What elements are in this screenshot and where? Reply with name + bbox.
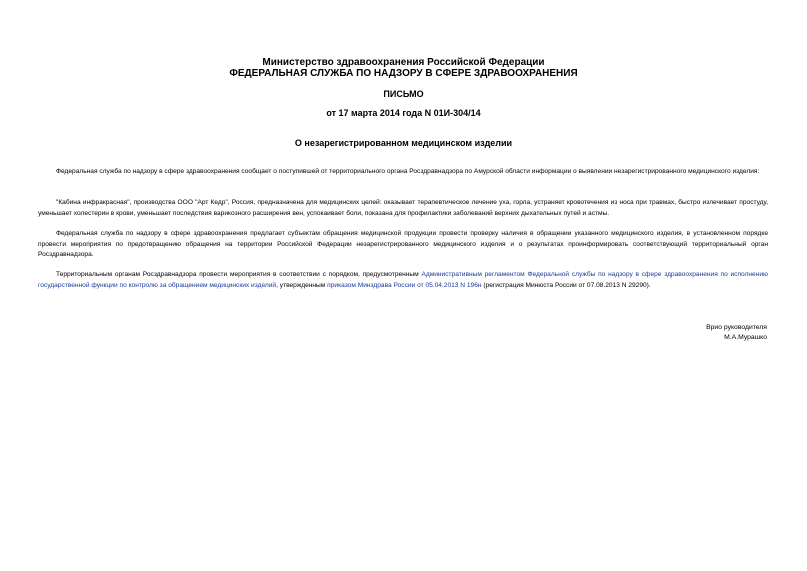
paragraph-1: Федеральная служба по надзору в сфере здравоохранения сообщает о поступившей от территориального органа Росздравнадзора по Амурской области информации о выявлении незарегистрированного медицинского изделия: bbox=[56, 168, 760, 175]
document-date-number: от 17 марта 2014 года N 01И-304/14 bbox=[326, 108, 481, 118]
document-subject: О незарегистрированном медицинском изделии bbox=[294, 138, 513, 148]
ministry-name: Министерство здравоохранения Российской Федерации bbox=[262, 57, 545, 68]
paragraph-3: Федеральная служба по надзору в сфере здравоохранения предлагает субъектам обращения медицинской продукции провести проверку наличия в обращении указанного медицинского изделия, в установленном порядке провести мероприятия по предотвращению обращения на территории Российской Федерации незарегистрированного медицинского изделия и о результатах проинформировать соответствующий территориальный орган Росздравнадзора. bbox=[38, 230, 768, 258]
signature-title: Врио руководителя bbox=[706, 324, 767, 331]
signature-name: М.А.Мурашко bbox=[724, 334, 767, 341]
paragraph-4-start: Территориальным органам Росздравнадзора провести мероприятия в соответствии с порядком, предусмотренным bbox=[56, 271, 422, 278]
document-type: ПИСЬМО bbox=[383, 89, 424, 99]
service-name: ФЕДЕРАЛЬНАЯ СЛУЖБА ПО НАДЗОРУ В СФЕРЕ ЗДРАВООХРАНЕНИЯ bbox=[229, 68, 578, 79]
paragraph-4-end: (регистрация Минюста России от 07.08.2013 N 29290). bbox=[481, 281, 651, 289]
paragraph-4 bbox=[38, 270, 768, 291]
order-link[interactable]: приказом Минздрава России от 05.04.2013 N 196н bbox=[327, 281, 482, 289]
paragraph-4-mid: , утвержденным bbox=[276, 281, 328, 289]
paragraph-2: "Кабина инфракрасная", производства ООО "Арт Кедр", Россия, предназначена для медицинских целей: оказывает терапевтическое лечение уха, горла, устраняет кровотечения из носа при травмах, быстро излечивает простуду, уменьшает холестерин в крови, уменьшает последствия варикозного расширения вен, успокаивает боли, показана для профилактики заболеваний верхних дыхательных путей и астмы. bbox=[38, 199, 768, 217]
regulation-link[interactable]: Административным регламентом Федеральной службы по надзору в сфере здравоохранения по исполнению государственной функции по контролю за обращением медицинских изделий bbox=[38, 271, 768, 289]
